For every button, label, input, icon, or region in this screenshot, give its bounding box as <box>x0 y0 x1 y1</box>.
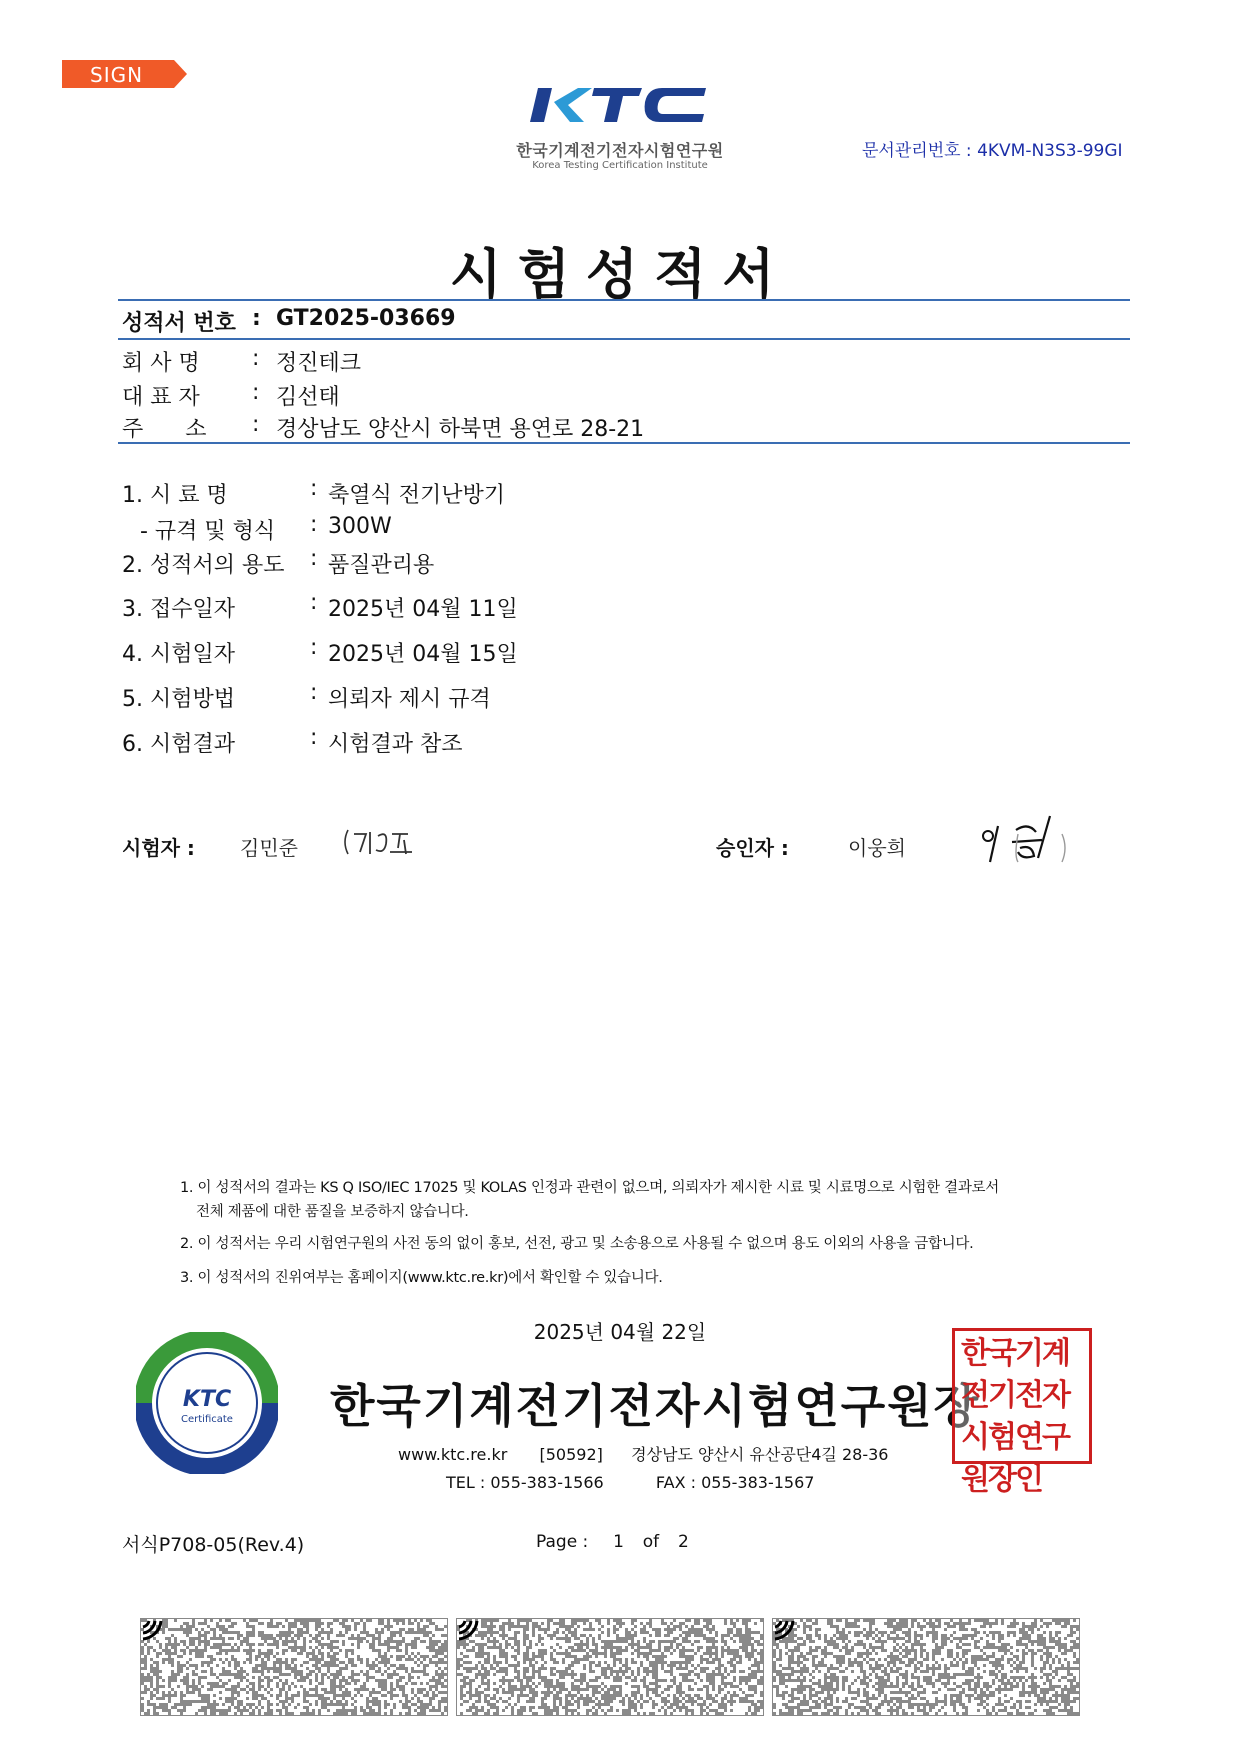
item-test-date-label: 4. 시험일자 <box>122 642 235 667</box>
address-label: 주 소 <box>122 417 207 442</box>
note-1: 1. 이 성적서의 결과는 KS Q ISO/IEC 17025 및 KOLAS 인정과 관련이 없으며, 의뢰자가 제시한 시료 및 시료명으로 시험한 결과로서 <box>180 1180 999 1196</box>
item-receipt-date-value: 2025년 04월 11일 <box>328 597 518 622</box>
zip-code: [50592] <box>539 1445 603 1464</box>
issue-date: 2025년 04월 22일 <box>533 1320 707 1344</box>
approver-label: 승인자 : <box>716 836 789 860</box>
seal-text: 한국기계전기전자시험연구원장인 <box>961 1336 1069 1497</box>
company-name-label: 회 사 명 <box>122 351 200 376</box>
page-label: Page : <box>536 1532 589 1552</box>
website[interactable]: www.ktc.re.kr <box>398 1445 508 1464</box>
item-test-date-value: 2025년 04월 15일 <box>328 642 518 667</box>
fax: FAX : 055-383-1567 <box>655 1473 815 1492</box>
sign-tag <box>62 60 187 88</box>
report-number-label: 성적서 번호 <box>122 311 236 336</box>
page-total: 2 <box>677 1532 689 1552</box>
divider-report <box>118 338 1130 340</box>
logo-institute-english: Korea Testing Certification Institute <box>532 160 708 171</box>
tester-signature <box>340 822 420 862</box>
colon: : <box>310 476 318 501</box>
footer-contact <box>446 1473 814 1492</box>
note-1-continued: 전체 제품에 대한 품질을 보증하지 않습니다. <box>196 1204 469 1220</box>
address-value: 경상남도 양산시 하북면 용연로 28-21 <box>276 417 645 442</box>
security-code-1 <box>140 1618 448 1716</box>
colon: : <box>310 635 318 660</box>
report-number-value: GT2025-03669 <box>276 306 456 331</box>
item-test-method-label: 5. 시험방법 <box>122 687 235 712</box>
item-test-method-value: 의뢰자 제시 규격 <box>328 687 491 712</box>
form-number: 서식P708-05(Rev.4) <box>122 1534 305 1556</box>
approver-name: 이웅희 <box>848 836 906 860</box>
footer-address <box>398 1442 888 1465</box>
page-current: 1 <box>613 1532 624 1552</box>
document-management-number: 문서관리번호 : 4KVM-N3S3-99GI <box>862 141 1123 161</box>
colon: : <box>252 380 260 405</box>
colon: : <box>310 680 318 705</box>
badge-certificate-label: Certificate <box>181 1414 233 1425</box>
note-3: 3. 이 성적서의 진위여부는 홈페이지(www.ktc.re.kr)에서 확인할 수 있습니다. <box>180 1270 663 1286</box>
item-sample-name-label: 1. 시 료 명 <box>122 483 228 508</box>
tester-name: 김민준 <box>240 836 298 860</box>
ktc-certificate-badge <box>136 1332 278 1474</box>
page-of: of <box>642 1532 660 1552</box>
street-address: 경상남도 양산시 유산공단4길 28-36 <box>631 1445 889 1464</box>
security-code-2 <box>456 1618 764 1716</box>
institute-head: 한국기계전기전자시험연구원장 <box>330 1379 981 1433</box>
representative-value: 김선태 <box>276 385 340 410</box>
colon: : <box>310 512 318 537</box>
item-spec-value: 300W <box>328 514 392 539</box>
sign-tag-label: SIGN <box>90 63 144 87</box>
approver-signature <box>976 812 1076 868</box>
tester-label: 시험자 : <box>122 836 195 860</box>
item-receipt-date-label: 3. 접수일자 <box>122 597 235 622</box>
divider-company <box>118 442 1130 444</box>
security-code-3 <box>772 1618 1080 1716</box>
divider-top <box>118 299 1130 301</box>
telephone: TEL : 055-383-1566 <box>446 1473 604 1492</box>
item-purpose-label: 2. 성적서의 용도 <box>122 553 285 578</box>
page-indicator <box>536 1532 689 1552</box>
colon: : <box>252 346 260 371</box>
representative-label: 대 표 자 <box>122 385 200 410</box>
svg-text:KTC: KTC <box>182 1387 232 1412</box>
item-test-result-value: 시험결과 참조 <box>328 732 463 757</box>
official-seal <box>952 1328 1092 1497</box>
item-purpose-value: 품질관리용 <box>328 553 435 578</box>
colon: : <box>310 725 318 750</box>
document-title: 시험성적서 <box>449 243 791 306</box>
item-sample-name-value: 축열식 전기난방기 <box>328 483 506 508</box>
item-spec-label: - 규격 및 형식 <box>140 519 276 544</box>
colon: : <box>252 306 261 331</box>
company-name-value: 정진테크 <box>276 351 362 376</box>
colon: : <box>310 590 318 615</box>
item-test-result-label: 6. 시험결과 <box>122 732 235 757</box>
logo-institute-korean: 한국기계전기전자시험연구원 <box>516 141 724 160</box>
colon: : <box>252 412 260 437</box>
colon: : <box>310 546 318 571</box>
note-2: 2. 이 성적서는 우리 시험연구원의 사전 동의 없이 홍보, 선전, 광고 및 소송용으로 사용될 수 없으며 용도 이외의 사용을 금합니다. <box>180 1236 974 1252</box>
ktc-logo <box>530 80 710 130</box>
